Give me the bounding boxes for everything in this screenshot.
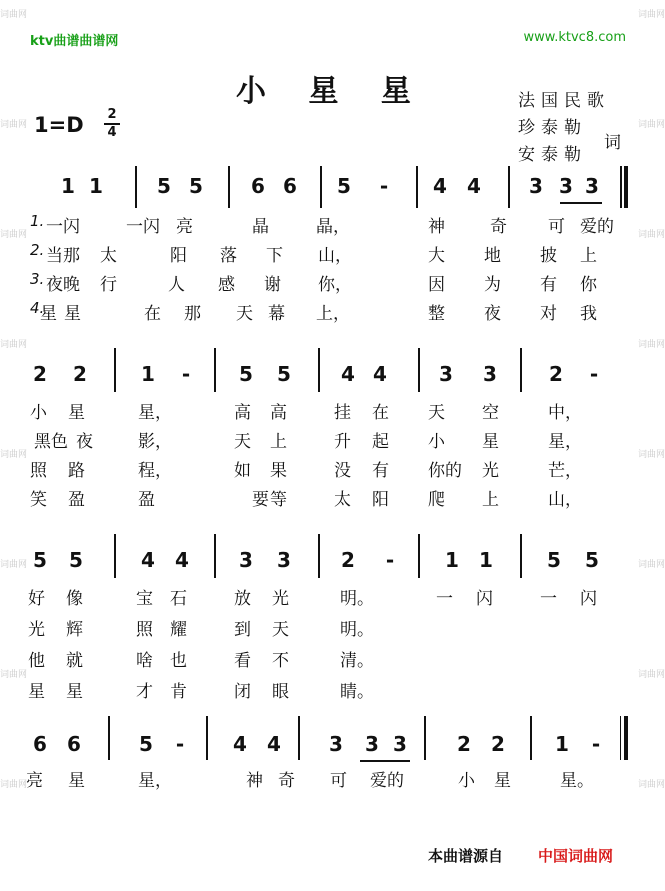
watermark-text: 词曲网 — [0, 230, 28, 240]
lyric-syllable: 像 — [66, 589, 83, 609]
watermark-text: 词曲网 — [638, 10, 665, 20]
lyric-syllable: 盈 — [68, 490, 85, 510]
beam-underline — [560, 202, 602, 204]
lyric-syllable: 星， — [138, 771, 172, 791]
lyric-syllable: 石 — [170, 589, 187, 609]
time-signature — [104, 108, 120, 140]
lyric-syllable: 阳 — [372, 490, 389, 510]
key-signature: 1=D — [34, 113, 84, 137]
bar-line — [318, 348, 320, 392]
lyric-syllable: 上 — [482, 490, 499, 510]
jianpu-note: 3 — [439, 362, 453, 386]
lyric-syllable: 一 — [540, 589, 557, 609]
meter-bottom: 4 — [107, 125, 117, 140]
bar-line — [108, 716, 110, 760]
lyric-syllable: 光 — [28, 620, 45, 640]
lyric-syllable: 闪 — [476, 589, 493, 609]
bar-line — [298, 716, 300, 760]
lyric-syllable: 可 — [548, 217, 565, 237]
lyric-syllable: 整 — [428, 304, 445, 324]
credit-origin: 法国民歌 — [518, 91, 610, 111]
lyric-syllable: 升 — [334, 432, 351, 452]
watermark-text: 词曲网 — [638, 560, 665, 570]
lyric-syllable: 有 — [540, 275, 557, 295]
jianpu-note: 5 — [239, 362, 253, 386]
lyric-syllable: 笑 — [30, 490, 47, 510]
lyric-syllable: 地 — [484, 246, 501, 266]
lyric-syllable: 挂 — [334, 403, 351, 423]
lyric-syllable: 就 — [66, 651, 83, 671]
lyric-syllable: 一闪 — [126, 217, 160, 237]
watermark-text: 词曲网 — [0, 10, 28, 20]
lyric-syllable: 那 — [184, 304, 201, 324]
lyric-syllable: 星 — [40, 304, 57, 324]
lyric-syllable: 上 — [270, 432, 287, 452]
jianpu-note: 4 — [433, 174, 447, 198]
lyric-syllable: 天 — [236, 304, 253, 324]
jianpu-note: 6 — [33, 732, 47, 756]
lyric-syllable: 你， — [318, 275, 352, 295]
jianpu-note: 1 — [141, 362, 155, 386]
credit-lyricist-1: 珍泰勒 — [518, 118, 587, 138]
bar-line — [424, 716, 426, 760]
lyric-syllable: 星 — [66, 682, 83, 702]
lyric-syllable: 高 — [270, 403, 287, 423]
lyric-syllable: 盈 — [138, 490, 155, 510]
lyric-syllable: 落 — [220, 246, 237, 266]
lyric-syllable: 当那 — [46, 246, 80, 266]
lyric-syllable: 果 — [270, 461, 287, 481]
jianpu-note: 5 — [69, 548, 83, 572]
lyric-syllable: 才 — [136, 682, 153, 702]
jianpu-note: 5 — [547, 548, 561, 572]
lyric-syllable: 一 — [436, 589, 453, 609]
jianpu-note: 5 — [139, 732, 153, 756]
lyric-syllable: 小 — [30, 403, 47, 423]
final-bar-thin — [620, 716, 621, 760]
jianpu-note: - — [379, 174, 389, 198]
bar-line — [416, 166, 418, 208]
lyric-syllable: 肯 — [170, 682, 187, 702]
lyric-syllable: 空 — [482, 403, 499, 423]
lyric-syllable: 晶， — [316, 217, 350, 237]
bar-line — [320, 166, 322, 208]
lyric-syllable: 天 — [428, 403, 445, 423]
lyric-syllable: 幕 — [268, 304, 285, 324]
bar-line — [520, 534, 522, 578]
lyric-syllable: 阳 — [170, 246, 187, 266]
jianpu-note: - — [175, 732, 185, 756]
jianpu-note: 2 — [33, 362, 47, 386]
watermark-text: 词曲网 — [0, 340, 28, 350]
lyric-syllable: 中， — [548, 403, 582, 423]
watermark-text: 词曲网 — [0, 670, 28, 680]
bar-line — [508, 166, 510, 208]
jianpu-note: 6 — [251, 174, 265, 198]
lyric-syllable: 影， — [138, 432, 172, 452]
lyric-syllable: 光 — [482, 461, 499, 481]
lyric-syllable: 爬 — [428, 490, 445, 510]
bar-line — [228, 166, 230, 208]
lyric-syllable: 光 — [272, 589, 289, 609]
watermark-text: 词曲网 — [638, 120, 665, 130]
lyric-syllable: 感 — [218, 275, 235, 295]
jianpu-note: 3 — [559, 174, 573, 198]
lyric-syllable: 山， — [318, 246, 352, 266]
lyric-syllable: 好 — [28, 589, 45, 609]
lyric-syllable: 辉 — [66, 620, 83, 640]
jianpu-note: 3 — [239, 548, 253, 572]
lyric-syllable: 星 — [64, 304, 81, 324]
lyric-syllable: 我 — [580, 304, 597, 324]
jianpu-note: 3 — [365, 732, 379, 756]
lyric-syllable: 亮 — [176, 217, 193, 237]
jianpu-note: 1 — [89, 174, 103, 198]
lyric-syllable: 对 — [540, 304, 557, 324]
lyric-syllable: 清。 — [340, 651, 374, 671]
lyric-syllable: 看 — [234, 651, 251, 671]
jianpu-note: 4 — [141, 548, 155, 572]
lyric-syllable: 小 — [458, 771, 475, 791]
lyric-syllable: 宝 — [136, 589, 153, 609]
final-bar-thin — [620, 166, 621, 208]
jianpu-note: - — [181, 362, 191, 386]
lyric-syllable: 神 — [246, 771, 263, 791]
lyric-syllable: 奇 — [278, 771, 295, 791]
jianpu-note: 3 — [329, 732, 343, 756]
jianpu-note: 3 — [585, 174, 599, 198]
jianpu-note: - — [385, 548, 395, 572]
lyric-syllable: 大 — [428, 246, 445, 266]
jianpu-note: 5 — [277, 362, 291, 386]
lyric-syllable: 夜晚 — [46, 275, 80, 295]
lyric-syllable: 上， — [316, 304, 350, 324]
lyric-syllable: 星 — [482, 432, 499, 452]
jianpu-note: 3 — [393, 732, 407, 756]
jianpu-note: 4 — [341, 362, 355, 386]
jianpu-note: 5 — [337, 174, 351, 198]
lyric-syllable: 天 — [234, 432, 251, 452]
lyric-syllable: 天 — [272, 620, 289, 640]
jianpu-note: 2 — [491, 732, 505, 756]
source-label: 本曲谱源自 — [428, 847, 504, 865]
lyric-syllable: 你的 — [428, 461, 462, 481]
lyric-syllable: 神 — [428, 217, 445, 237]
lyric-syllable: 芒， — [548, 461, 582, 481]
lyric-syllable: 黑色 — [34, 432, 68, 452]
jianpu-note: - — [591, 732, 601, 756]
bar-line — [530, 716, 532, 760]
bar-line — [214, 534, 216, 578]
jianpu-note: 3 — [529, 174, 543, 198]
jianpu-note: 5 — [157, 174, 171, 198]
bar-line — [318, 534, 320, 578]
verse-number: 4. — [30, 299, 45, 317]
lyric-syllable: 照 — [136, 620, 153, 640]
lyric-syllable: 披 — [540, 246, 557, 266]
lyric-syllable: 爱的 — [370, 771, 404, 791]
lyric-syllable: 小 — [428, 432, 445, 452]
lyric-syllable: 闭 — [234, 682, 251, 702]
lyric-syllable: 星 — [68, 771, 85, 791]
lyric-syllable: 星， — [548, 432, 582, 452]
lyric-syllable: 一闪 — [46, 217, 80, 237]
jianpu-note: 4 — [233, 732, 247, 756]
bar-line — [418, 534, 420, 578]
lyric-syllable: 放 — [234, 589, 251, 609]
lyric-syllable: 行 — [100, 275, 117, 295]
lyric-syllable: 在 — [372, 403, 389, 423]
lyric-syllable: 太 — [100, 246, 117, 266]
lyric-syllable: 夜 — [484, 304, 501, 324]
lyric-syllable: 为 — [484, 275, 501, 295]
lyric-syllable: 星。 — [560, 771, 594, 791]
watermark-text: 词曲网 — [638, 670, 665, 680]
watermark-text: 词曲网 — [638, 450, 665, 460]
jianpu-note: 2 — [73, 362, 87, 386]
bar-line — [520, 348, 522, 392]
jianpu-note: 5 — [33, 548, 47, 572]
verse-number: 1. — [30, 212, 45, 230]
bar-line — [114, 534, 116, 578]
lyric-syllable: 如 — [234, 461, 251, 481]
watermark-left-strip — [0, 0, 28, 891]
bar-line — [114, 348, 116, 392]
jianpu-note: 4 — [175, 548, 189, 572]
lyric-syllable: 星 — [28, 682, 45, 702]
lyric-syllable: 星 — [68, 403, 85, 423]
watermark-text: 词曲网 — [0, 560, 28, 570]
lyric-syllable: 起 — [372, 432, 389, 452]
lyric-syllable: 啥 — [136, 651, 153, 671]
lyric-syllable: 你 — [580, 275, 597, 295]
lyric-syllable: 星 — [494, 771, 511, 791]
bar-line — [135, 166, 137, 208]
jianpu-note: 2 — [457, 732, 471, 756]
watermark-text: 词曲网 — [0, 450, 28, 460]
lyric-syllable: 下 — [266, 246, 283, 266]
lyric-syllable: 闪 — [580, 589, 597, 609]
lyric-syllable: 眼 — [272, 682, 289, 702]
lyric-syllable: 到 — [234, 620, 251, 640]
jianpu-note: 1 — [445, 548, 459, 572]
jianpu-note: - — [589, 362, 599, 386]
lyric-syllable: 路 — [68, 461, 85, 481]
lyric-syllable: 明。 — [340, 620, 374, 640]
jianpu-note: 3 — [483, 362, 497, 386]
verse-number: 2. — [30, 241, 45, 259]
lyric-syllable: 人 — [168, 275, 185, 295]
jianpu-note: 3 — [277, 548, 291, 572]
watermark-text: 词曲网 — [0, 120, 28, 130]
song-title: 小 星 星 — [236, 74, 427, 109]
watermark-text: 词曲网 — [0, 780, 28, 790]
lyric-syllable: 谢 — [264, 275, 281, 295]
lyric-syllable: 可 — [330, 771, 347, 791]
meter-top: 2 — [107, 107, 117, 122]
watermark-text: 词曲网 — [638, 780, 665, 790]
lyric-syllable: 他 — [28, 651, 45, 671]
lyric-syllable: 等 — [270, 490, 287, 510]
watermark-text: 词曲网 — [638, 340, 665, 350]
lyric-syllable: 明。 — [340, 589, 374, 609]
site-link-right[interactable]: www.ktvc8.com — [523, 30, 626, 45]
lyric-syllable: 星， — [138, 403, 172, 423]
bar-line — [418, 348, 420, 392]
jianpu-note: 4 — [267, 732, 281, 756]
lyric-syllable: 睛。 — [340, 682, 374, 702]
lyric-syllable: 没 — [334, 461, 351, 481]
lyric-syllable: 有 — [372, 461, 389, 481]
lyric-syllable: 高 — [234, 403, 251, 423]
jianpu-note: 1 — [61, 174, 75, 198]
lyric-syllable: 因 — [428, 275, 445, 295]
jianpu-note: 5 — [189, 174, 203, 198]
lyric-syllable: 亮 — [26, 771, 43, 791]
jianpu-note: 5 — [585, 548, 599, 572]
jianpu-note: 2 — [341, 548, 355, 572]
bar-line — [214, 348, 216, 392]
lyric-syllable: 奇 — [490, 217, 507, 237]
lyric-syllable: 耀 — [170, 620, 187, 640]
lyric-syllable: 不 — [272, 651, 289, 671]
lyric-syllable: 晶 — [252, 217, 269, 237]
final-bar-thick — [624, 716, 628, 760]
jianpu-note: 6 — [67, 732, 81, 756]
lyric-syllable: 要 — [252, 490, 269, 510]
lyric-syllable: 上 — [580, 246, 597, 266]
lyric-syllable: 太 — [334, 490, 351, 510]
credit-role: 词 — [604, 133, 627, 153]
lyric-syllable: 程， — [138, 461, 172, 481]
jianpu-note: 6 — [283, 174, 297, 198]
lyric-syllable: 山， — [548, 490, 582, 510]
beam-underline — [360, 760, 410, 762]
final-bar-thick — [624, 166, 628, 208]
source-site-link[interactable]: 中国词曲网 — [538, 847, 614, 865]
jianpu-note: 1 — [479, 548, 493, 572]
lyric-syllable: 在 — [144, 304, 161, 324]
jianpu-note: 1 — [555, 732, 569, 756]
watermark-text: 词曲网 — [638, 230, 665, 240]
site-link-left[interactable]: ktv曲谱曲谱网 — [30, 34, 119, 49]
lyric-syllable: 夜 — [76, 432, 93, 452]
verse-number: 3. — [30, 270, 45, 288]
jianpu-note: 2 — [549, 362, 563, 386]
credit-lyricist-2: 安泰勒 — [518, 145, 587, 165]
lyric-syllable: 照 — [30, 461, 47, 481]
lyric-syllable: 也 — [170, 651, 187, 671]
jianpu-note: 4 — [373, 362, 387, 386]
watermark-right-strip — [638, 0, 665, 891]
bar-line — [206, 716, 208, 760]
lyric-syllable: 爱的 — [580, 217, 614, 237]
jianpu-note: 4 — [467, 174, 481, 198]
